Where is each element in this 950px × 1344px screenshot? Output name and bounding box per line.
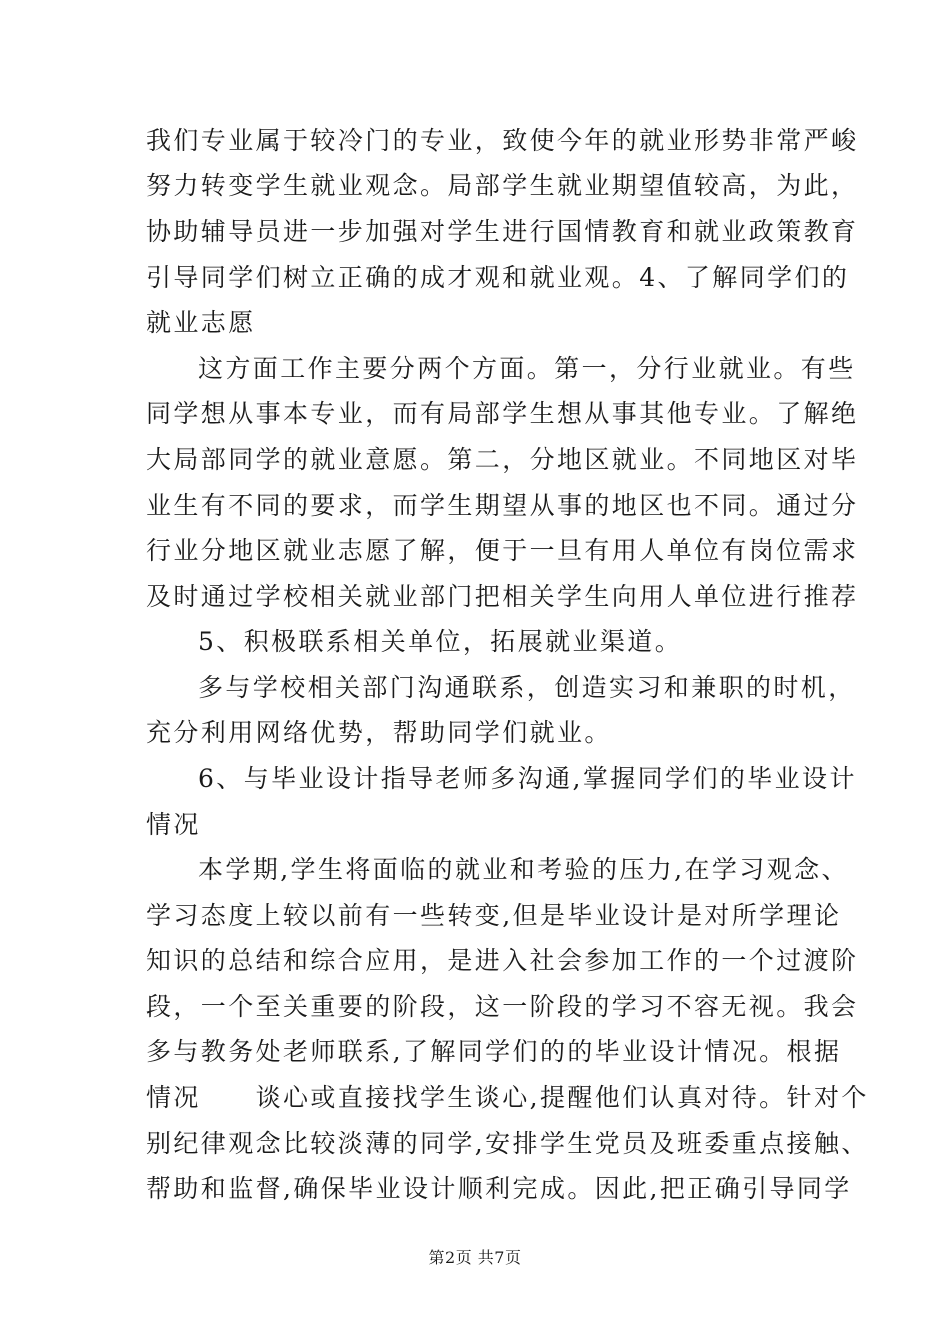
text-line: 我们专业属于较冷门的专业，致使今年的就业形势非常严峻 (146, 126, 859, 155)
text-line: 充分利用网络优势，帮助同学们就业。 (146, 718, 612, 747)
text-line: 同学想从事本专业，而有局部学生想从事其他专业。了解绝 (146, 399, 859, 428)
text-line: 及时通过学校相关就业部门把相关学生向用人单位进行推荐 (146, 582, 859, 611)
section-heading: 6、与毕业设计指导老师多沟通,掌握同学们的毕业设计 (198, 764, 857, 793)
text-line: 引导同学们树立正确的成才观和就业观。4、了解同学们的 (146, 263, 850, 292)
paragraph-first-line: 这方面工作主要分两个方面。第一，分行业就业。有些 (198, 354, 856, 383)
text-line: 努力转变学生就业观念。局部学生就业期望值较高，为此， (146, 171, 859, 200)
text-line: 行业分地区就业志愿了解，便于一旦有用人单位有岗位需求 (146, 536, 859, 565)
text-line: 段，一个至关重要的阶段，这一阶段的学习不容无视。我会 (146, 992, 859, 1021)
text-line: 业生有不同的要求，而学生期望从事的地区也不同。通过分 (146, 491, 859, 520)
text-line: 大局部同学的就业意愿。第二，分地区就业。不同地区对毕 (146, 445, 859, 474)
text-line: 知识的总结和综合应用，是进入社会参加工作的一个过渡阶 (146, 946, 859, 975)
text-line: 帮助和监督,确保毕业设计顺利完成。因此,把正确引导同学 (146, 1174, 852, 1203)
text-line: 别纪律观念比较淡薄的同学,安排学生党员及班委重点接触、 (146, 1129, 869, 1158)
page-number-footer: 第2页 共7页 (428, 1248, 522, 1267)
text-line: 情况 (146, 810, 201, 839)
text-line: 协助辅导员进一步加强对学生进行国情教育和就业政策教育 (146, 217, 859, 246)
text-line: 就业志愿 (146, 308, 256, 337)
text-line: 情况 谈心或直接找学生谈心,提醒他们认真对待。针对个 (146, 1083, 869, 1112)
text-line: 多与教务处老师联系,了解同学们的的毕业设计情况。根据 (146, 1037, 842, 1066)
paragraph-first-line: 多与学校相关部门沟通联系，创造实习和兼职的时机， (198, 673, 856, 702)
paragraph-first-line: 本学期,学生将面临的就业和考验的压力,在学习观念、 (198, 855, 849, 884)
text-line: 学习态度上较以前有一些转变,但是毕业设计是对所学理论 (146, 901, 842, 930)
section-heading: 5、积极联系相关单位，拓展就业渠道。 (198, 627, 683, 656)
